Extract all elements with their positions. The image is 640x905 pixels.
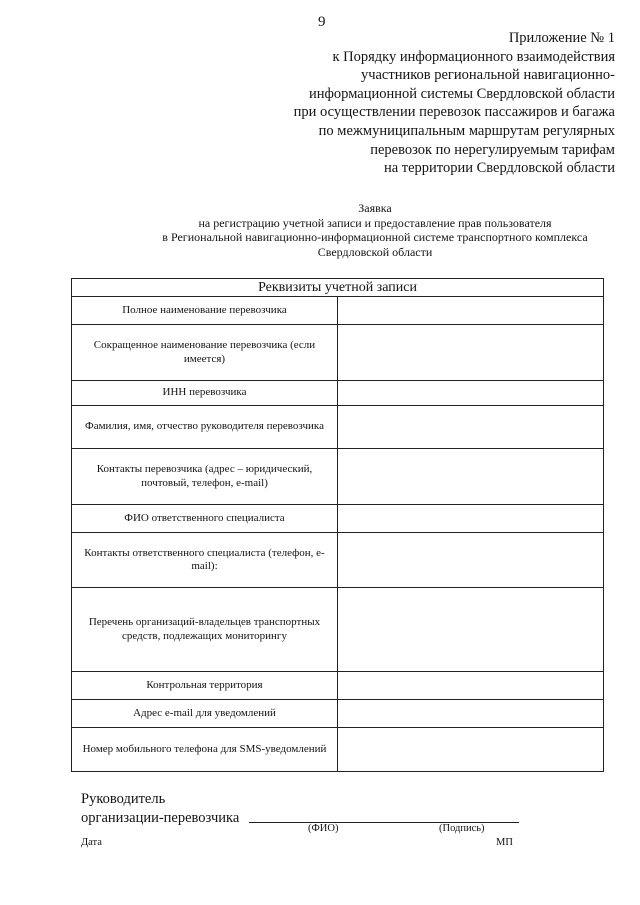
field-label: Контрольная территория: [72, 672, 338, 700]
request-subtitle-line: на регистрацию учетной записи и предоставление прав пользователя: [198, 215, 552, 230]
appendix-line: информационной системы Свердловской области: [309, 85, 615, 102]
request-heading: [110, 201, 640, 259]
field-value-cell[interactable]: [338, 700, 604, 728]
field-value-cell[interactable]: [338, 406, 604, 449]
signature-title-line: Руководитель: [81, 791, 166, 807]
table-header: Реквизиты учетной записи: [72, 279, 604, 297]
field-label: Контакты ответственного специалиста (телефон, e-mail):: [72, 533, 338, 588]
account-details-table: [71, 278, 604, 772]
field-value-cell[interactable]: [338, 728, 604, 772]
field-value-cell[interactable]: [338, 505, 604, 533]
field-label: Номер мобильного телефона для SMS-уведомлений: [72, 728, 338, 772]
table-row: [72, 381, 604, 406]
field-label: ФИО ответственного специалиста: [72, 505, 338, 533]
field-label: Адрес e-mail для уведомлений: [72, 700, 338, 728]
request-subtitle-line: в Региональной навигационно-информационной системе транспортного комплекса: [162, 230, 588, 244]
appendix-line: Приложение № 1: [508, 30, 615, 46]
field-label: Сокращенное наименование перевозчика (если имеется): [72, 325, 338, 381]
field-value-cell[interactable]: [338, 449, 604, 505]
field-label: Фамилия, имя, отчество руководителя перевозчика: [72, 406, 338, 449]
field-value-cell[interactable]: [338, 381, 604, 406]
table-row: [72, 700, 604, 728]
appendix-line: при осуществлении перевозок пассажиров и багажа: [293, 104, 615, 121]
date-caption: Дата: [81, 837, 102, 848]
appendix-line: на территории Свердловской области: [383, 160, 615, 177]
request-title: Заявка: [358, 201, 392, 215]
table-row: [72, 406, 604, 449]
table-row: [72, 728, 604, 772]
request-subtitle-line: Свердловской области: [317, 244, 433, 259]
field-value-cell[interactable]: [338, 297, 604, 325]
table-row: [72, 672, 604, 700]
table-header-row: [72, 279, 604, 297]
table-row: [72, 533, 604, 588]
field-value-cell[interactable]: [338, 672, 604, 700]
signature-caption: (Подпись): [439, 823, 485, 834]
stamp-caption: МП: [496, 837, 513, 848]
table-row: [72, 505, 604, 533]
appendix-line: к Порядку информационного взаимодействия: [332, 48, 615, 65]
field-value-cell[interactable]: [338, 588, 604, 672]
field-label: Полное наименование перевозчика: [72, 297, 338, 325]
field-value-cell[interactable]: [338, 325, 604, 381]
page-number: 9: [318, 14, 326, 30]
appendix-line: перевозок по нерегулируемым тарифам: [370, 141, 615, 158]
fio-caption: (ФИО): [308, 823, 339, 834]
field-label: ИНН перевозчика: [72, 381, 338, 406]
signature-block: [81, 790, 239, 828]
field-value-cell[interactable]: [338, 533, 604, 588]
table-row: [72, 588, 604, 672]
field-label: Перечень организаций-владельцев транспортных средств, подлежащих мониторингу: [72, 588, 338, 672]
table-row: [72, 449, 604, 505]
appendix-line: по межмуниципальным маршрутам регулярных: [318, 122, 615, 139]
field-label: Контакты перевозчика (адрес – юридический, почтовый, телефон, e-mail): [72, 449, 338, 505]
table-row: [72, 325, 604, 381]
table-row: [72, 297, 604, 325]
appendix-header: [195, 29, 615, 178]
appendix-line: участников региональной навигационно-: [360, 67, 615, 84]
signature-title-line: организации-перевозчика: [81, 810, 240, 826]
